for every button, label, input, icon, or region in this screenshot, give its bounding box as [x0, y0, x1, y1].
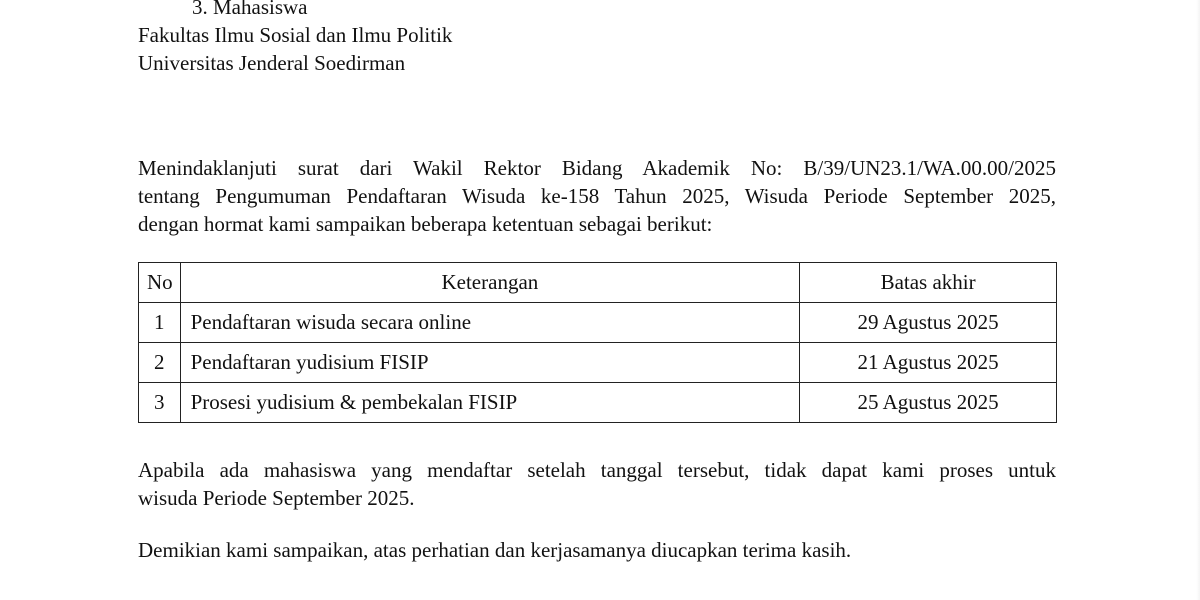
note-line-2: wisuda Periode September 2025. — [138, 486, 415, 510]
recipient-item-students: 3. Mahasiswa — [192, 0, 308, 19]
late-registration-note — [138, 456, 1056, 512]
scan-edge-shadow — [1196, 0, 1200, 600]
faculty-name: Fakultas Ilmu Sosial dan Ilmu Politik — [138, 23, 453, 47]
closing-sentence: Demikian kami sampaikan, atas perhatian dan kerjasamanya diucapkan terima kasih. — [138, 538, 852, 562]
intro-line-3: dengan hormat kami sampaikan beberapa ketentuan sebagai berikut: — [138, 212, 713, 236]
row-number: 1 — [139, 303, 181, 343]
table-row — [139, 303, 1057, 343]
note-line-1: Apabila ada mahasiswa yang mendaftar setelah tanggal tersebut, tidak dapat kami proses untuk — [138, 458, 1056, 482]
column-header-deadline: Batas akhir — [800, 263, 1057, 303]
column-header-description: Keterangan — [180, 263, 800, 303]
row-deadline: 29 Agustus 2025 — [800, 303, 1057, 343]
row-deadline: 21 Agustus 2025 — [800, 343, 1057, 383]
row-description: Pendaftaran yudisium FISIP — [180, 343, 800, 383]
intro-paragraph — [138, 154, 1056, 238]
table-header-row — [139, 263, 1057, 303]
row-description: Pendaftaran wisuda secara online — [180, 303, 800, 343]
recipient-block — [138, 0, 838, 77]
column-header-no: No — [139, 263, 181, 303]
row-number: 3 — [139, 383, 181, 423]
row-deadline: 25 Agustus 2025 — [800, 383, 1057, 423]
intro-line-2: tentang Pengumuman Pendaftaran Wisuda ke-158 Tahun 2025, Wisuda Periode September 2025, — [138, 184, 1056, 208]
deadline-table — [138, 262, 1057, 423]
table-row — [139, 383, 1057, 423]
university-name: Universitas Jenderal Soedirman — [138, 51, 406, 75]
row-description: Prosesi yudisium & pembekalan FISIP — [180, 383, 800, 423]
intro-line-1: Menindaklanjuti surat dari Wakil Rektor Bidang Akademik No: B/39/UN23.1/WA.00.00/2025 — [138, 156, 1056, 180]
table-row — [139, 343, 1057, 383]
row-number: 2 — [139, 343, 181, 383]
